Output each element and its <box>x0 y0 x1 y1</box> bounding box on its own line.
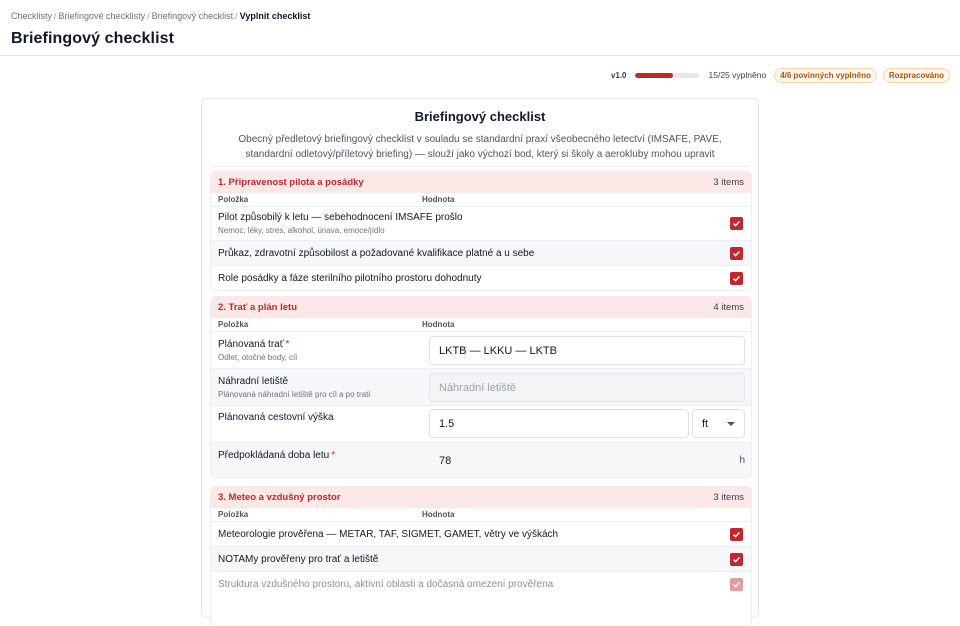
section-header[interactable] <box>211 487 751 508</box>
checklist-row <box>211 522 751 547</box>
column-header <box>211 508 751 522</box>
route-input[interactable]: LKTB — LKKU — LKTB <box>429 336 745 365</box>
section-weather-airspace <box>210 486 752 626</box>
checklist-row <box>211 207 751 241</box>
required-marker: * <box>331 450 336 461</box>
breadcrumb-item-briefing-checklists[interactable]: Briefingové checklisty <box>58 11 146 21</box>
check-icon <box>732 555 741 564</box>
row-label <box>211 376 370 399</box>
row-title: Struktura vzdušného prostoru, aktivní oblasti a dočasná omezení prověřena <box>218 578 554 590</box>
checklist-row <box>211 572 751 596</box>
mandatory-badge: 4/6 povinných vyplněno <box>774 68 877 83</box>
divider <box>210 166 750 167</box>
checklist-row <box>211 406 751 443</box>
alternate-aerodrome-input[interactable]: Náhradní letiště <box>429 373 745 402</box>
breadcrumb-separator: / <box>147 11 150 21</box>
column-value: Hodnota <box>422 510 455 519</box>
section-pilot-readiness <box>210 171 752 291</box>
breadcrumb-separator: / <box>54 11 57 21</box>
unit-value: ft <box>702 417 709 430</box>
row-title: Pilot způsobilý k letu — sebehodnocení IMSAFE prošlo <box>218 212 463 223</box>
column-item: Položka <box>218 510 249 519</box>
row-label <box>211 579 553 590</box>
flight-time-unit: h <box>739 454 745 466</box>
row-label <box>211 248 534 259</box>
card-title: Briefingový checklist <box>414 109 546 124</box>
section-count: 4 items <box>713 302 744 313</box>
cruise-altitude-input[interactable]: 1.5 <box>429 409 689 438</box>
checklist-row <box>211 332 751 369</box>
column-item: Položka <box>218 195 249 204</box>
breadcrumb-item-current: Vyplnit checklist <box>239 11 311 21</box>
version-label: v1.0 <box>610 70 627 80</box>
row-title: Průkaz, zdravotní způsobilost a požadované kvalifikace platné a u sebe <box>218 247 535 259</box>
section-header[interactable] <box>211 172 751 193</box>
page-title: Briefingový checklist <box>11 30 175 47</box>
row-label <box>211 406 334 423</box>
status-bar <box>611 67 950 83</box>
checkbox[interactable] <box>730 247 743 260</box>
status-badge: Rozpracováno <box>883 68 950 83</box>
altitude-unit-select[interactable] <box>692 409 745 438</box>
row-title: NOTAMy prověřeny pro trať a letiště <box>218 553 379 565</box>
column-item: Položka <box>218 320 249 329</box>
checkbox[interactable] <box>730 272 743 285</box>
checkbox[interactable] <box>730 528 743 541</box>
row-title: Role posádky a fáze sterilního pilotního prostoru dohodnuty <box>218 272 482 284</box>
section-count: 3 items <box>713 177 744 188</box>
section-title: 2. Trať a plán letu <box>218 302 297 313</box>
checkbox[interactable] <box>730 217 743 230</box>
breadcrumb-separator: / <box>235 11 238 21</box>
check-icon <box>732 219 741 228</box>
checklist-row <box>211 547 751 572</box>
row-title: Meteorologie prověřena — METAR, TAF, SIGMET, GAMET, větry ve výškách <box>218 528 559 540</box>
checklist-row <box>211 443 751 477</box>
progress-fill <box>635 73 673 78</box>
row-title: Náhradní letiště <box>218 375 289 387</box>
row-hint: Plánovaná náhradní letiště pro cíl a po trati <box>218 389 371 399</box>
row-title <box>218 339 297 350</box>
checklist-row <box>211 266 751 290</box>
column-value: Hodnota <box>422 320 455 329</box>
breadcrumb <box>11 11 310 21</box>
card-description: Obecný předletový briefingový checklist v souladu se standardní praxí všeobecného letectví (IMSAFE, PAVE, standardní odletový/příletový briefing) — slouží jako výchozí bod, který si školy a aerokluby mohou upravit <box>238 134 722 160</box>
section-route-plan <box>210 296 752 478</box>
filled-count: 15/25 vyplněno <box>708 70 767 80</box>
section-title: 3. Meteo a vzdušný prostor <box>218 492 341 503</box>
column-value: Hodnota <box>422 195 455 204</box>
row-hint: Nemoc, léky, stres, alkohol, únava, emoce/jídlo <box>218 226 385 235</box>
row-label <box>211 529 558 540</box>
top-bar <box>0 0 960 56</box>
check-icon <box>732 274 741 283</box>
check-icon <box>732 530 741 539</box>
section-count: 3 items <box>713 492 744 503</box>
checklist-card <box>201 98 759 618</box>
row-label <box>211 273 482 284</box>
row-label <box>211 212 463 235</box>
column-header <box>211 193 751 207</box>
checklist-row <box>211 241 751 266</box>
breadcrumb-item-briefing-checklist[interactable]: Briefingový checklist <box>151 11 234 21</box>
breadcrumb-item-checklisty[interactable]: Checklisty <box>11 11 53 21</box>
flight-time-input[interactable]: 78 <box>439 454 452 467</box>
row-label <box>211 339 297 362</box>
row-title-text: Plánovaná trať <box>218 338 284 350</box>
section-header[interactable] <box>211 297 751 318</box>
chevron-down-icon <box>727 422 735 426</box>
section-title: 1. Připravenost pilota a posádky <box>218 177 364 188</box>
row-label <box>211 554 378 565</box>
row-label <box>211 443 335 461</box>
checklist-row <box>211 369 751 406</box>
check-icon <box>732 249 741 258</box>
row-title: Plánovaná cestovní výška <box>218 412 334 423</box>
required-marker: * <box>285 338 290 350</box>
checkbox[interactable] <box>730 553 743 566</box>
checkbox[interactable] <box>730 578 743 591</box>
column-header <box>211 318 751 332</box>
check-icon <box>732 580 741 589</box>
row-title <box>218 450 335 461</box>
row-title-text: Předpokládaná doba letu <box>218 450 330 461</box>
row-hint: Odlet, otočné body, cíl <box>218 352 298 362</box>
progress-bar <box>635 73 699 78</box>
